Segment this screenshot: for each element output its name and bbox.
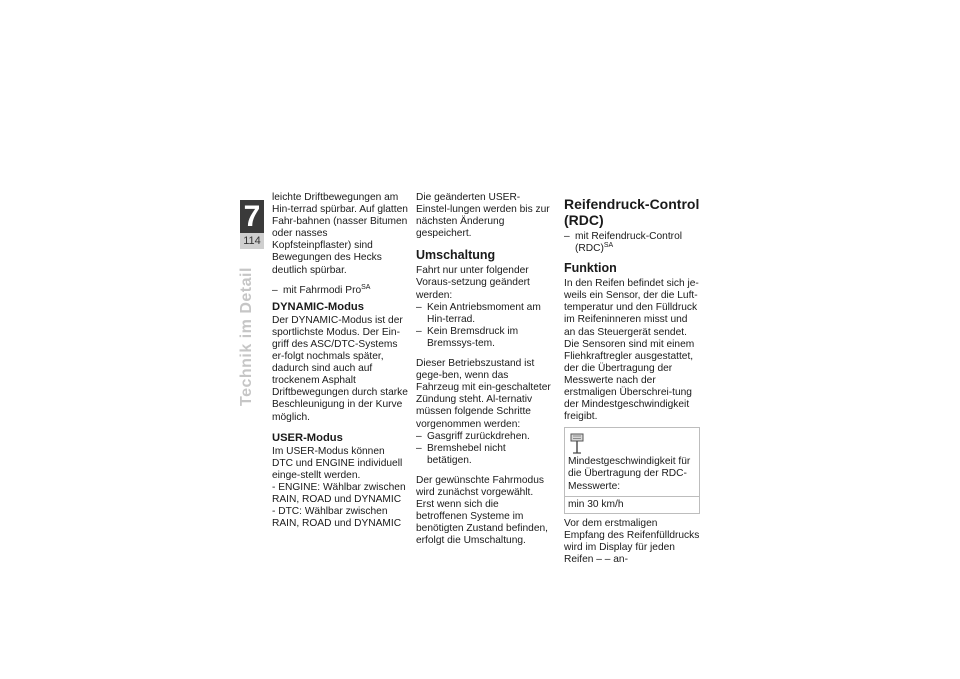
umschaltung-heading: Umschaltung <box>416 248 496 263</box>
engine-line: - ENGINE: Wählbar zwischen RAIN, ROAD und DYNAMIC <box>272 481 406 505</box>
chapter-title: Technik im Detail <box>238 267 255 406</box>
paragraph: leichte Driftbewegungen am Hin-terrad spürbar. Auf glatten Fahr-bahnen (nasser Bitumen oder nasses Kopfsteinpflaster) sind Bewegungen des Hecks deutlich spürbar. <box>272 192 408 276</box>
user-heading: USER-Modus <box>272 431 343 444</box>
column-2 <box>416 192 552 555</box>
paragraph: In den Reifen befindet sich je-weils ein Sensor, der die Luft-temperatur und den Fülldruck im Reifeninneren misst und an das Steuergerät sendet. <box>564 278 699 338</box>
list-item: – Bremshebel nicht betätigen. <box>416 443 552 467</box>
list-item: – Kein Bremsdruck im Bremssys-tem. <box>416 326 552 350</box>
table-row <box>565 497 699 513</box>
funktion-heading: Funktion <box>564 261 617 276</box>
paragraph: Die Sensoren sind mit einem Fliehkraftregler ausgestattet, der die Übertragung der Messwerte nach der erstmaligen Überschrei-tung der Mindestgeschwindigkeit freigibt. <box>564 338 695 423</box>
page-number: 114 <box>240 233 264 249</box>
condition-list <box>416 302 552 350</box>
step-list <box>416 431 552 467</box>
paragraph: Vor dem erstmaligen Empfang des Reifenfülldrucks wird im Display für jeden Reifen – – an- <box>564 517 700 565</box>
chapter-number: 7 <box>240 200 264 233</box>
column-3 <box>564 192 700 574</box>
rdc-heading: Reifendruck-Control (RDC) <box>564 196 700 228</box>
column-1 <box>272 192 408 530</box>
paragraph: Dieser Betriebszustand ist gege-ben, wenn das Fahrzeug mit ein-geschalteter Zündung steht. Al-ternativ müssen folgende Schritte vorgenommen werden: <box>416 358 551 430</box>
table-row <box>565 428 699 496</box>
table-label: Mindestgeschwindigkeit für die Übertragung der RDC-Messwerte: <box>568 456 691 492</box>
option-item <box>564 231 700 255</box>
sa-marker: SA <box>603 242 614 250</box>
list-item: – Kein Antriebsmoment am Hin-terrad. <box>416 302 552 326</box>
sa-marker: SA <box>361 283 371 291</box>
umschaltung-text: Fahrt nur unter folgender Voraus-setzung geändert werden: <box>416 265 530 301</box>
paragraph: Der DYNAMIC-Modus ist der sportlichste Modus. Der Ein-griff des ASC/DTC-Systems er-folgt nochmals später, dadurch sind auch auf trockenem Asphalt Driftbewegungen durch starke Beschleunigung in der Kurve möglich. <box>272 314 408 423</box>
tire-pressure-sensor-icon <box>568 432 586 456</box>
list-item: – Gasgriff zurückdrehen. <box>416 431 552 443</box>
chapter-tab <box>240 200 264 249</box>
user-text: Im USER-Modus können DTC und ENGINE individuell einge-stellt werden. <box>272 445 403 481</box>
paragraph: Der gewünschte Fahrmodus wird zunächst vorgewählt. Erst wenn sich die betroffenen Systeme im benötigten Zustand befinden, erfolgt die Umschaltung. <box>416 474 548 547</box>
rdc-speed-table <box>564 427 700 513</box>
dtc-line: - DTC: Wählbar zwischen RAIN, ROAD und DYNAMIC <box>272 506 402 530</box>
paragraph <box>416 265 552 301</box>
option-label: mit Reifendruck-Control (RDC) <box>575 231 683 255</box>
table-value: min 30 km/h <box>568 498 624 510</box>
paragraph <box>272 446 408 531</box>
paragraph: Die geänderten USER-Einstel-lungen werden bis zur nächsten Änderung gespeichert. <box>416 192 550 240</box>
dynamic-heading: DYNAMIC-Modus <box>272 300 364 313</box>
option-item <box>272 285 408 297</box>
option-label: mit Fahrmodi Pro <box>283 284 362 296</box>
